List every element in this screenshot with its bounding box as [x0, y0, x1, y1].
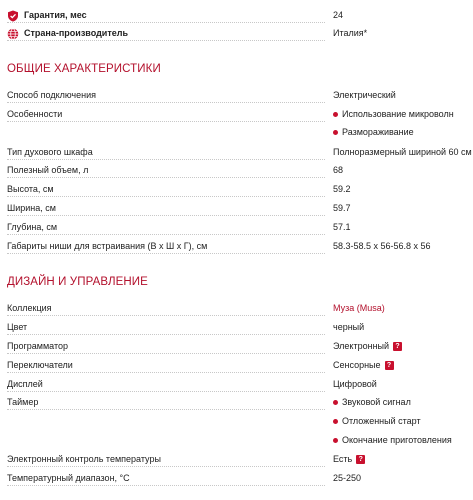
spec-label: Способ подключения	[7, 90, 96, 100]
row-divider	[7, 253, 325, 254]
spec-row-switches	[7, 358, 465, 372]
spec-value: Цифровой	[333, 379, 377, 389]
spec-row-timer	[7, 395, 465, 409]
row-divider	[7, 334, 325, 335]
row-divider	[7, 22, 325, 23]
spec-value: 58.3-58.5 х 56-56.8 х 56	[333, 241, 431, 251]
row-divider	[7, 466, 325, 467]
spec-label: Переключатели	[7, 360, 73, 370]
spec-value: Звуковой сигнал	[333, 395, 411, 409]
spec-label: Электронный контроль температуры	[7, 454, 161, 464]
help-icon[interactable]: ?	[356, 455, 365, 464]
spec-label: Таймер	[7, 397, 39, 407]
country-value: Италия*	[333, 28, 368, 38]
warranty-label: Гарантия, мес	[24, 10, 87, 20]
row-divider	[7, 40, 325, 41]
spec-row-volume	[7, 163, 465, 177]
spec-row-collection	[7, 301, 465, 315]
help-icon[interactable]: ?	[385, 361, 394, 370]
spec-row-timer-cont	[7, 414, 465, 428]
country-label: Страна-производитель	[24, 28, 128, 38]
row-divider	[7, 485, 325, 486]
bullet-icon	[333, 112, 338, 117]
section-title-general: ОБЩИЕ ХАРАКТЕРИСТИКИ	[7, 63, 161, 75]
spec-row-warranty	[7, 8, 465, 22]
row-divider	[7, 353, 325, 354]
spec-label: Цвет	[7, 322, 28, 332]
spec-row-connection	[7, 88, 465, 102]
spec-label: Высота, см	[7, 184, 54, 194]
bullet-icon	[333, 438, 338, 443]
spec-value: 25-250	[333, 473, 362, 483]
spec-row-temp-control	[7, 452, 465, 466]
spec-label: Коллекция	[7, 303, 52, 313]
spec-value: Есть ?	[333, 452, 365, 466]
shield-check-icon	[7, 10, 19, 22]
spec-row-country	[7, 26, 465, 40]
spec-row-features-cont	[7, 125, 465, 139]
row-divider	[7, 409, 325, 410]
row-divider	[7, 372, 325, 373]
spec-row-display	[7, 377, 465, 391]
spec-value: Полноразмерный шириной 60 см	[333, 147, 472, 157]
section-title-design: ДИЗАЙН И УПРАВЛЕНИЕ	[7, 276, 148, 288]
row-divider	[7, 391, 325, 392]
spec-row-features	[7, 107, 465, 121]
spec-row-height	[7, 182, 465, 196]
row-divider	[7, 234, 325, 235]
spec-label: Температурный диапазон, °С	[7, 473, 130, 483]
warranty-value: 24	[333, 10, 344, 20]
spec-value: 59.7	[333, 203, 351, 213]
spec-value: Отложенный старт	[333, 414, 421, 428]
spec-label: Ширина, см	[7, 203, 56, 213]
spec-row-timer-cont	[7, 433, 465, 447]
spec-value: Размораживание	[333, 125, 414, 139]
bullet-icon	[333, 400, 338, 405]
spec-row-niche	[7, 239, 465, 253]
bullet-icon	[333, 130, 338, 135]
spec-label: Особенности	[7, 109, 63, 119]
spec-label: Тип духового шкафа	[7, 147, 93, 157]
collection-link[interactable]: Муза (Musa)	[333, 303, 385, 313]
spec-label: Программатор	[7, 341, 68, 351]
spec-row-temp-range	[7, 471, 465, 485]
spec-row-depth	[7, 220, 465, 234]
spec-value: Электронный ?	[333, 339, 402, 353]
spec-row-programmer	[7, 339, 465, 353]
globe-icon	[7, 28, 19, 40]
row-divider	[7, 121, 325, 122]
row-divider	[7, 196, 325, 197]
spec-row-oven-type	[7, 145, 472, 159]
spec-value: Окончание приготовления	[333, 433, 452, 447]
row-divider	[7, 177, 325, 178]
spec-label: Дисплей	[7, 379, 43, 389]
spec-label: Глубина, см	[7, 222, 58, 232]
row-divider	[7, 215, 325, 216]
help-icon[interactable]: ?	[393, 342, 402, 351]
spec-row-color	[7, 320, 465, 334]
spec-value: Электрический	[333, 90, 396, 100]
row-divider	[7, 102, 325, 103]
spec-value: Сенсорные ?	[333, 358, 394, 372]
row-divider	[7, 315, 325, 316]
bullet-icon	[333, 419, 338, 424]
spec-value: 59.2	[333, 184, 351, 194]
spec-row-width	[7, 201, 465, 215]
spec-value: Использование микроволн	[333, 107, 454, 121]
spec-value: 57.1	[333, 222, 351, 232]
spec-label: Габариты ниши для встраивания (В х Ш х Г), см	[7, 241, 208, 251]
spec-label: Полезный объем, л	[7, 165, 89, 175]
row-divider	[7, 159, 325, 160]
spec-value: 68	[333, 165, 344, 175]
spec-value: черный	[333, 322, 365, 332]
